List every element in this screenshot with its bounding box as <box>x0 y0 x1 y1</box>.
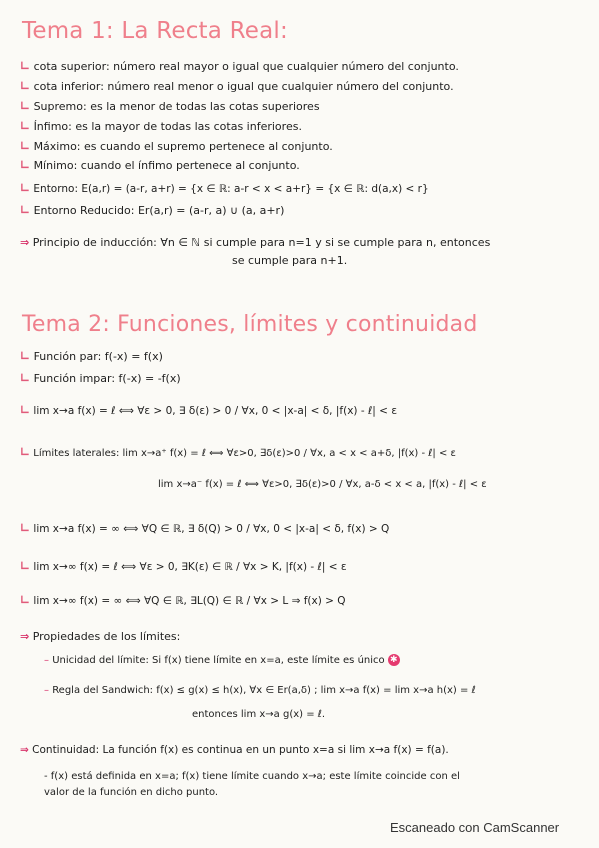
double-arrow-icon: ⇒ <box>20 630 30 643</box>
bullet-icon: ∟ <box>20 445 31 459</box>
bullet-icon: ∟ <box>20 203 31 217</box>
list-item <box>20 159 300 172</box>
item-text: Entorno Reducido: Er(a,r) = (a-r, a) ∪ (a, a+r) <box>33 204 285 217</box>
item-text: cota superior: número real mayor o igual que cualquier número del conjunto. <box>33 60 459 73</box>
list-item <box>20 372 181 385</box>
item-text: lim x→∞ f(x) = ∞ ⟺ ∀Q ∈ ℝ, ∃L(Q) ∈ ℝ / ∀x > L ⇒ f(x) > Q <box>33 595 346 607</box>
sandwich-text: Regla del Sandwich: f(x) ≤ g(x) ≤ h(x), ∀x ∈ Er(a,δ) ; lim x→a f(x) = lim x→a h(x) = ℓ <box>52 685 476 696</box>
list-item <box>20 560 347 574</box>
list-item-cont: lim x→a⁻ f(x) = ℓ ⟺ ∀ε>0, ∃δ(ε)>0 / ∀x, a-δ < x < a, |f(x) - ℓ| < ε <box>158 479 487 490</box>
item-text: lim x→a f(x) = ∞ ⟺ ∀Q ∈ ℝ, ∃ δ(Q) > 0 / ∀x, 0 < |x-a| < δ, f(x) > Q <box>33 523 390 535</box>
dash-icon: – <box>44 685 49 696</box>
item-text: Supremo: es la menor de todas las cotas superiores <box>33 100 320 113</box>
item-text: Entorno: E(a,r) = (a-r, a+r) = {x ∈ ℝ: a-r < x < a+r} = {x ∈ ℝ: d(a,x) < r} <box>33 183 429 195</box>
properties-heading <box>20 630 180 643</box>
tema2-title: Tema 2: Funciones, límites y continuidad <box>22 312 478 337</box>
list-item <box>20 594 346 608</box>
sandwich-line-cont: entonces lim x→a g(x) = ℓ. <box>192 709 326 720</box>
bullet-icon: ∟ <box>20 139 31 153</box>
list-item <box>20 60 459 73</box>
list-item <box>20 446 456 460</box>
continuity-text: Continuidad: La función f(x) es continua en un punto x=a si lim x→a f(x) = f(a). <box>32 744 449 756</box>
induction-line-cont: se cumple para n+1. <box>232 254 348 267</box>
bullet-icon: ∟ <box>20 79 31 93</box>
item-text: lim x→∞ f(x) = ℓ ⟺ ∀ε > 0, ∃K(ε) ∈ ℝ / ∀x > K, |f(x) - ℓ| < ε <box>33 561 347 573</box>
tema1-title: Tema 1: La Recta Real: <box>22 18 288 44</box>
bullet-icon: ∟ <box>20 521 31 535</box>
item-text: Ínfimo: es la mayor de todas las cotas inferiores. <box>33 120 302 133</box>
list-item <box>20 522 389 536</box>
item-text: Función par: f(-x) = f(x) <box>33 350 163 363</box>
uniqueness-line <box>44 654 400 667</box>
bullet-icon: ∟ <box>20 349 31 363</box>
bullet-icon: ∟ <box>20 119 31 133</box>
item-text: Función impar: f(-x) = -f(x) <box>33 372 181 385</box>
list-item <box>20 80 454 93</box>
list-item <box>20 350 163 363</box>
list-item <box>20 100 320 113</box>
scanner-footer: Escaneado con CamScanner <box>390 820 560 835</box>
sandwich-line <box>44 684 476 697</box>
continuity-line <box>20 744 449 757</box>
double-arrow-icon: ⇒ <box>20 236 30 249</box>
list-item <box>20 140 333 153</box>
bullet-icon: ∟ <box>20 158 31 172</box>
uniqueness-text: Unicidad del límite: Si f(x) tiene límite en x=a, este límite es único <box>52 655 385 666</box>
list-item <box>20 182 429 196</box>
continuity-detail-cont: valor de la función en dicho punto. <box>44 787 219 798</box>
item-text: lim x→a f(x) = ℓ ⟺ ∀ε > 0, ∃ δ(ε) > 0 / ∀x, 0 < |x-a| < δ, |f(x) - ℓ| < ε <box>33 405 397 417</box>
bullet-icon: ∟ <box>20 99 31 113</box>
continuity-detail: - f(x) está definida en x=a; f(x) tiene límite cuando x→a; este límite coincide con el <box>44 771 460 782</box>
star-mark-icon: ✱ <box>388 654 400 666</box>
list-item <box>20 204 284 217</box>
bullet-icon: ∟ <box>20 559 31 573</box>
bullet-icon: ∟ <box>20 593 31 607</box>
item-text: Máximo: es cuando el supremo pertenece al conjunto. <box>33 140 333 153</box>
bullet-icon: ∟ <box>20 59 31 73</box>
bullet-icon: ∟ <box>20 403 31 417</box>
bullet-icon: ∟ <box>20 181 31 195</box>
induction-line <box>20 236 490 249</box>
item-text: cota inferior: número real menor o igual que cualquier número del conjunto. <box>33 80 454 93</box>
item-text: Límites laterales: lim x→a⁺ f(x) = ℓ ⟺ ∀ε>0, ∃δ(ε)>0 / ∀x, a < x < a+δ, |f(x) - ℓ| < ε <box>33 448 456 459</box>
double-arrow-icon: ⇒ <box>20 744 29 756</box>
list-item <box>20 120 302 133</box>
properties-text: Propiedades de los límites: <box>32 630 181 643</box>
induction-text: Principio de inducción: ∀n ∈ ℕ si cumple para n=1 y si se cumple para n, entonces <box>32 236 491 249</box>
item-text: Mínimo: cuando el ínfimo pertenece al conjunto. <box>33 159 300 172</box>
list-item <box>20 404 397 418</box>
dash-icon: – <box>44 655 49 666</box>
bullet-icon: ∟ <box>20 371 31 385</box>
